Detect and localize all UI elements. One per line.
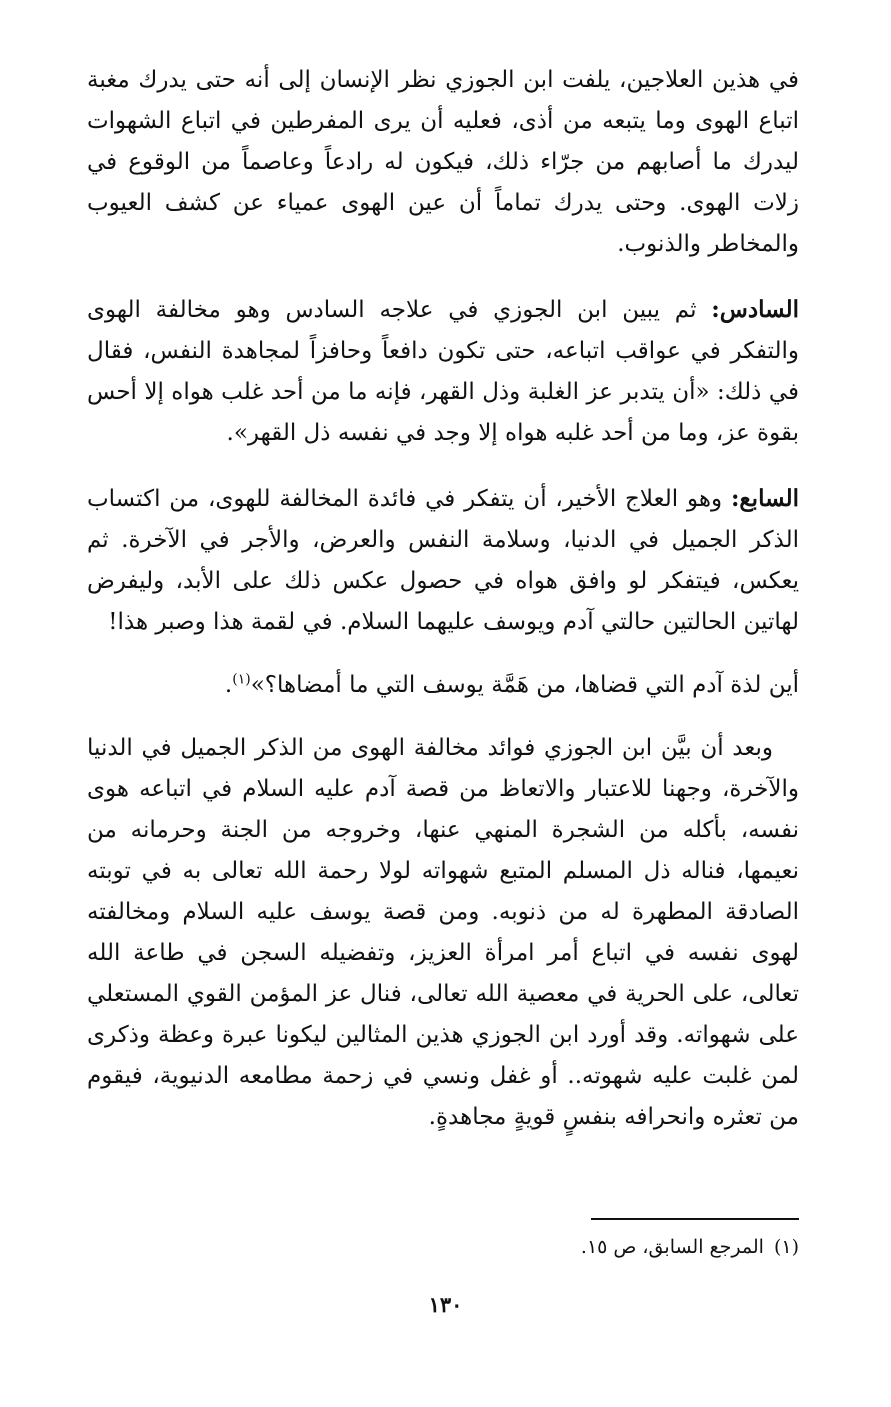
- quote-text: أين لذة آدم التي قضاها، من هَمَّة يوسف التي ما أمضاها؟»: [250, 672, 799, 698]
- paragraph-7th-remedy: [87, 478, 799, 643]
- footnote-divider: [591, 1218, 799, 1220]
- paragraph-lead-6th: السادس:: [711, 296, 799, 323]
- paragraph-conclusion: وبعد أن بيَّن ابن الجوزي فوائد مخالفة الهوى من الذكر الجميل في الدنيا والآخرة، وجهنا للاعتبار والاتعاظ من قصة آدم عليه السلام في اتباعه هوى نفسه، بأكله من الشجرة المنهي عنها، وخروجه من الجنة وحرمانه من نعيمها، فناله ذل المسلم المتبع شهواته لولا رحمة الله تعالى به في توبته الصادقة المطهرة له من ذنوبه. ومن قصة يوسف عليه السلام ومخالفته لهوى نفسه في اتباع أمر امرأة العزيز، وتفضيله السجن في طاعة الله تعالى، على الحرية في معصية الله تعالى، فنال عز المؤمن القوي المستعلي على شهواته. وقد أورد ابن الجوزي هذين المثالين ليكونا عبرة وعظة وذكرى لمن غلبت عليه شهوته.. أو غفل ونسي في زحمة مطامعه الدنيوية، فيقوم من تعثره وانحرافه بنفسٍ قويةٍ مجاهدةٍ.: [87, 735, 799, 1130]
- paragraph-body-7th: وهو العلاج الأخير، أن يتفكر في فائدة المخالفة للهوى، من اكتساب الذكر الجميل في الدنيا، وسلامة النفس والعرض، والأجر في الآخرة. ثم يعكس، فيتفكر لو وافق هواه في حصول عكس ذلك على الأبد، وليفرض لهاتين الحالتين حالتي آدم ويوسف عليهما السلام. في لقمة هذا وصبر هذا!: [87, 486, 799, 635]
- quote-line: [87, 665, 799, 706]
- footnote-reference: (١): [232, 671, 251, 688]
- page-number: ١٣٠: [428, 1292, 463, 1317]
- paragraph-1: في هذين العلاجين، يلفت ابن الجوزي نظر الإنسان إلى أنه حتى يدرك مغبة اتباع الهوى وما يتبعه من أذى، فعليه أن يرى المفرطين في اتباع الشهوات ليدرك ما أصابهم من جرّاء ذلك، فيكون له رادعاً وعاصماً من الوقوع في زلات الهوى. وحتى يدرك تماماً أن عين الهوى عمياء عن كشف العيوب والمخاطر والذنوب.: [87, 67, 799, 257]
- page-body: [87, 60, 799, 1138]
- footnote-text: المرجع السابق، ص ١٥.: [580, 1236, 764, 1258]
- footnote-number: (١): [773, 1236, 799, 1258]
- paragraph-6th-remedy: [87, 289, 799, 454]
- quote-end: .: [224, 672, 233, 698]
- footnote: [87, 1232, 799, 1262]
- paragraph-body-6th: ثم يبين ابن الجوزي في علاجه السادس وهو مخالفة الهوى والتفكر في عواقب اتباعه، حتى تكون دافعاً وحافزاً لمجاهدة النفس، فقال في ذلك: «أن يتدبر عز الغلبة وذل القهر، فإنه ما من أحد غلب هواه إلا أحس بقوة عز، وما من أحد غلبه هواه إلا وجد في نفسه ذل القهر».: [87, 297, 799, 446]
- paragraph-lead-7th: السابع:: [730, 485, 799, 512]
